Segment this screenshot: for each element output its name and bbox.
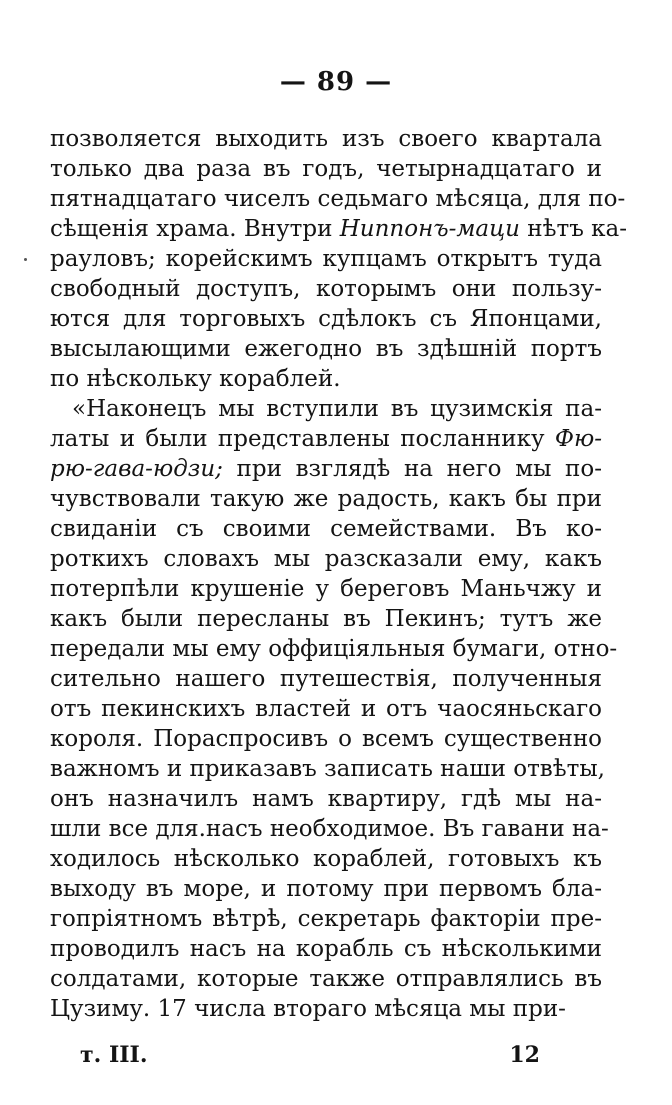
text-line: передали мы ему оффиціяльныя бумаги, отно- [50,636,618,662]
text-line [50,214,628,244]
page-footer [80,1038,540,1072]
body-text [50,124,628,1024]
text-line: отъ пекинскихъ властей и отъ чаосяньскаго [50,696,602,722]
text-line: потерпѣли крушеніе у береговъ Маньчжу и [50,576,602,602]
text-line: по нѣскольку кораблей. [50,366,341,392]
text-segment: нѣтъ ка- [520,216,628,242]
italic-name: Фю- [554,426,602,452]
text-line: чувствовали такую же радость, какъ бы при [50,486,602,512]
text-line: онъ назначилъ намъ квартиру, гдѣ мы на- [50,786,602,812]
italic-name: Ниппонъ-маци [339,216,520,242]
volume-signature: т. III. [80,1042,148,1068]
page-number: — 89 — [279,67,393,97]
text-line: солдатами, которые также отправлялись въ [50,966,602,992]
text-line: высылающими ежегодно въ здѣшній портъ [50,336,602,362]
text-line: роткихъ словахъ мы разсказали ему, какъ [50,546,602,572]
text-segment: при взглядѣ на него мы по- [222,456,602,482]
text-line: Цузиму. 17 числа втораго мѣсяца мы при- [50,996,566,1022]
text-line: гопріятномъ вѣтрѣ, секретарь факторіи пре- [50,906,602,932]
text-segment: сѣщенія храма. Внутри [50,216,340,242]
text-line: выходу въ море, и потому при первомъ бла- [50,876,602,902]
sheet-number: 12 [509,1042,540,1068]
paragraph-1 [50,124,628,394]
text-line [50,454,602,484]
text-line: какъ были пересланы въ Пекинъ; тутъ же [50,606,602,632]
text-line: позволяется выходить изъ своего квартала [50,126,602,152]
text-line: ходилось нѣсколько кораблей, готовыхъ къ [50,846,602,872]
text-line: ются для торговыхъ сдѣлокъ съ Японцами, [50,306,602,332]
text-segment: латы и были представлены посланнику [50,426,555,452]
italic-name: рю-гава-юдзи; [50,456,223,482]
paragraph-2 [50,394,618,1024]
text-line: рауловъ; корейскимъ купцамъ открытъ туда [50,246,602,272]
ink-speck [24,258,27,261]
text-line: короля. Пораспросивъ о всемъ существенно [50,726,602,752]
text-line: сительно нашего путешествія, полученныя [50,666,602,692]
text-line: проводилъ насъ на корабль съ нѣсколькими [50,936,602,962]
text-line: шли все для.насъ необходимое. Въ гавани на- [50,816,609,842]
text-line: свободный доступъ, которымъ они пользу- [50,276,602,302]
text-line: только два раза въ годъ, четырнадцатаго и [50,156,602,182]
text-line: пятнадцатаго чиселъ седьмаго мѣсяца, для по- [50,186,626,212]
text-line: «Наконецъ мы вступили въ цузимскія па- [72,396,602,422]
text-line: свиданіи съ своими семействами. Въ ко- [50,516,602,542]
text-line: важномъ и приказавъ записать наши отвѣты, [50,756,605,782]
text-line [50,424,602,454]
